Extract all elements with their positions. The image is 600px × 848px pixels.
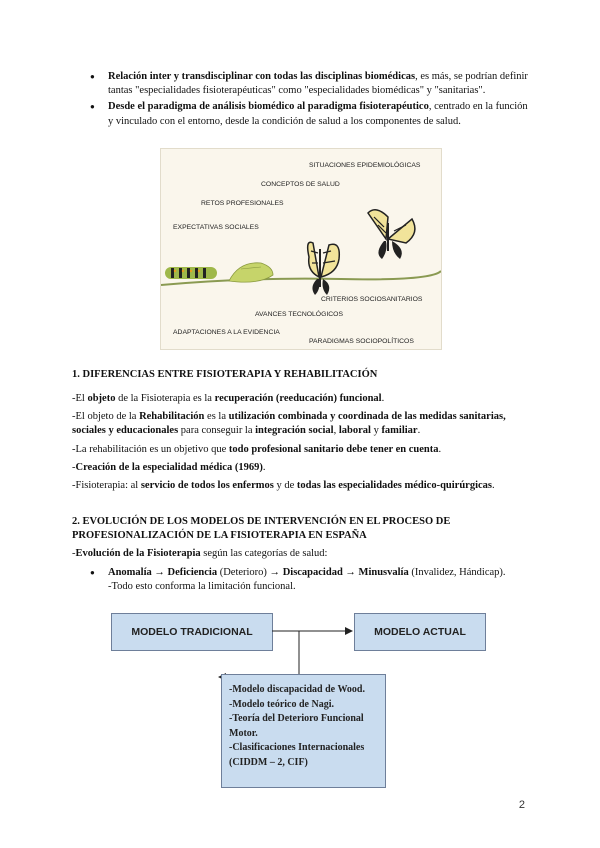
- figure-label-paradigmas: PARADIGMAS SOCIOPOLÍTICOS: [309, 338, 414, 345]
- section-2-title: 2. EVOLUCIÓN DE LOS MODELOS DE INTERVENCIÓN EN EL PROCESO DE PROFESIONALIZACIÓN DE LA FISIOTERAPIA EN ESPAÑA: [72, 516, 451, 542]
- models-list-box: [221, 674, 386, 788]
- model-item: -Teoría del Deterioro Funcional Motor.: [229, 713, 364, 739]
- model-item: -Clasificaciones Internacionales (CIDDM – 2, CIF): [229, 742, 365, 768]
- paragraph: -El objeto de la Fisioterapia es la recuperación (reeducación) funcional.: [72, 393, 385, 404]
- paragraph: -Evolución de la Fisioterapia según las categorías de salud:: [72, 548, 328, 560]
- current-model-box: MODELO ACTUAL: [354, 613, 486, 651]
- figure-label-expectativas: EXPECTATIVAS SOCIALES: [173, 224, 259, 231]
- limitation-note: -Todo esto conforma la limitación funcional.: [108, 581, 296, 593]
- figure-label-adaptaciones: ADAPTACIONES A LA EVIDENCIA: [173, 329, 280, 336]
- list-item: ● Relación inter y transdisciplinar con todas las disciplinas biomédicas, es más, se podrían definir tantas "especialidades fisioterapéuticas" como "especialidades biomédicas" y "sanitarias".: [90, 70, 530, 98]
- model-item: -Modelo teórico de Nagi.: [229, 698, 334, 710]
- model-item: -Modelo discapacidad de Wood.: [229, 684, 365, 695]
- figure-label-retos: RETOS PROFESIONALES: [201, 200, 284, 207]
- paragraph: -Fisioterapia: al servicio de todos los enfermos y de todas las especialidades médico-quirúrgicas.: [72, 479, 495, 491]
- list-item: ● Anomalía → Deficiencia (Deterioro) → Discapacidad → Minusvalía (Invalidez, Hándicap). -Todo esto conforma la limitación funcional.: [90, 566, 535, 594]
- figure-label-conceptos: CONCEPTOS DE SALUD: [261, 181, 340, 188]
- list-item: ● Desde el paradigma de análisis biomédico al paradigma fisioterapéutico, centrado en la función y vinculado con el entorno, desde la condición de salud a los componentes de salud.: [90, 100, 530, 128]
- figure-label-criterios: CRITERIOS SOCIOSANITARIOS: [321, 296, 423, 303]
- section-1-title: 1. DIFERENCIAS ENTRE FISIOTERAPIA Y REHABILITACIÓN: [72, 369, 378, 380]
- paragraph: -El objeto de la Rehabilitación es la utilización combinada y coordinada de las medidas sanitarias, sociales y educacionales para conseguir la integración social, laboral y familiar.: [72, 411, 506, 437]
- figure-label-avances: AVANCES TECNOLÓGICOS: [255, 311, 344, 318]
- paragraph: -La rehabilitación es un objetivo que todo profesional sanitario debe tener en cuenta.: [72, 443, 442, 455]
- page-number: 2: [518, 799, 525, 811]
- paragraph: -Creación de la especialidad médica (1969).: [72, 461, 266, 473]
- figure-label-situaciones: SITUACIONES EPIDEMIOLÓGICAS: [309, 162, 421, 169]
- traditional-model-box: MODELO TRADICIONAL: [111, 613, 273, 651]
